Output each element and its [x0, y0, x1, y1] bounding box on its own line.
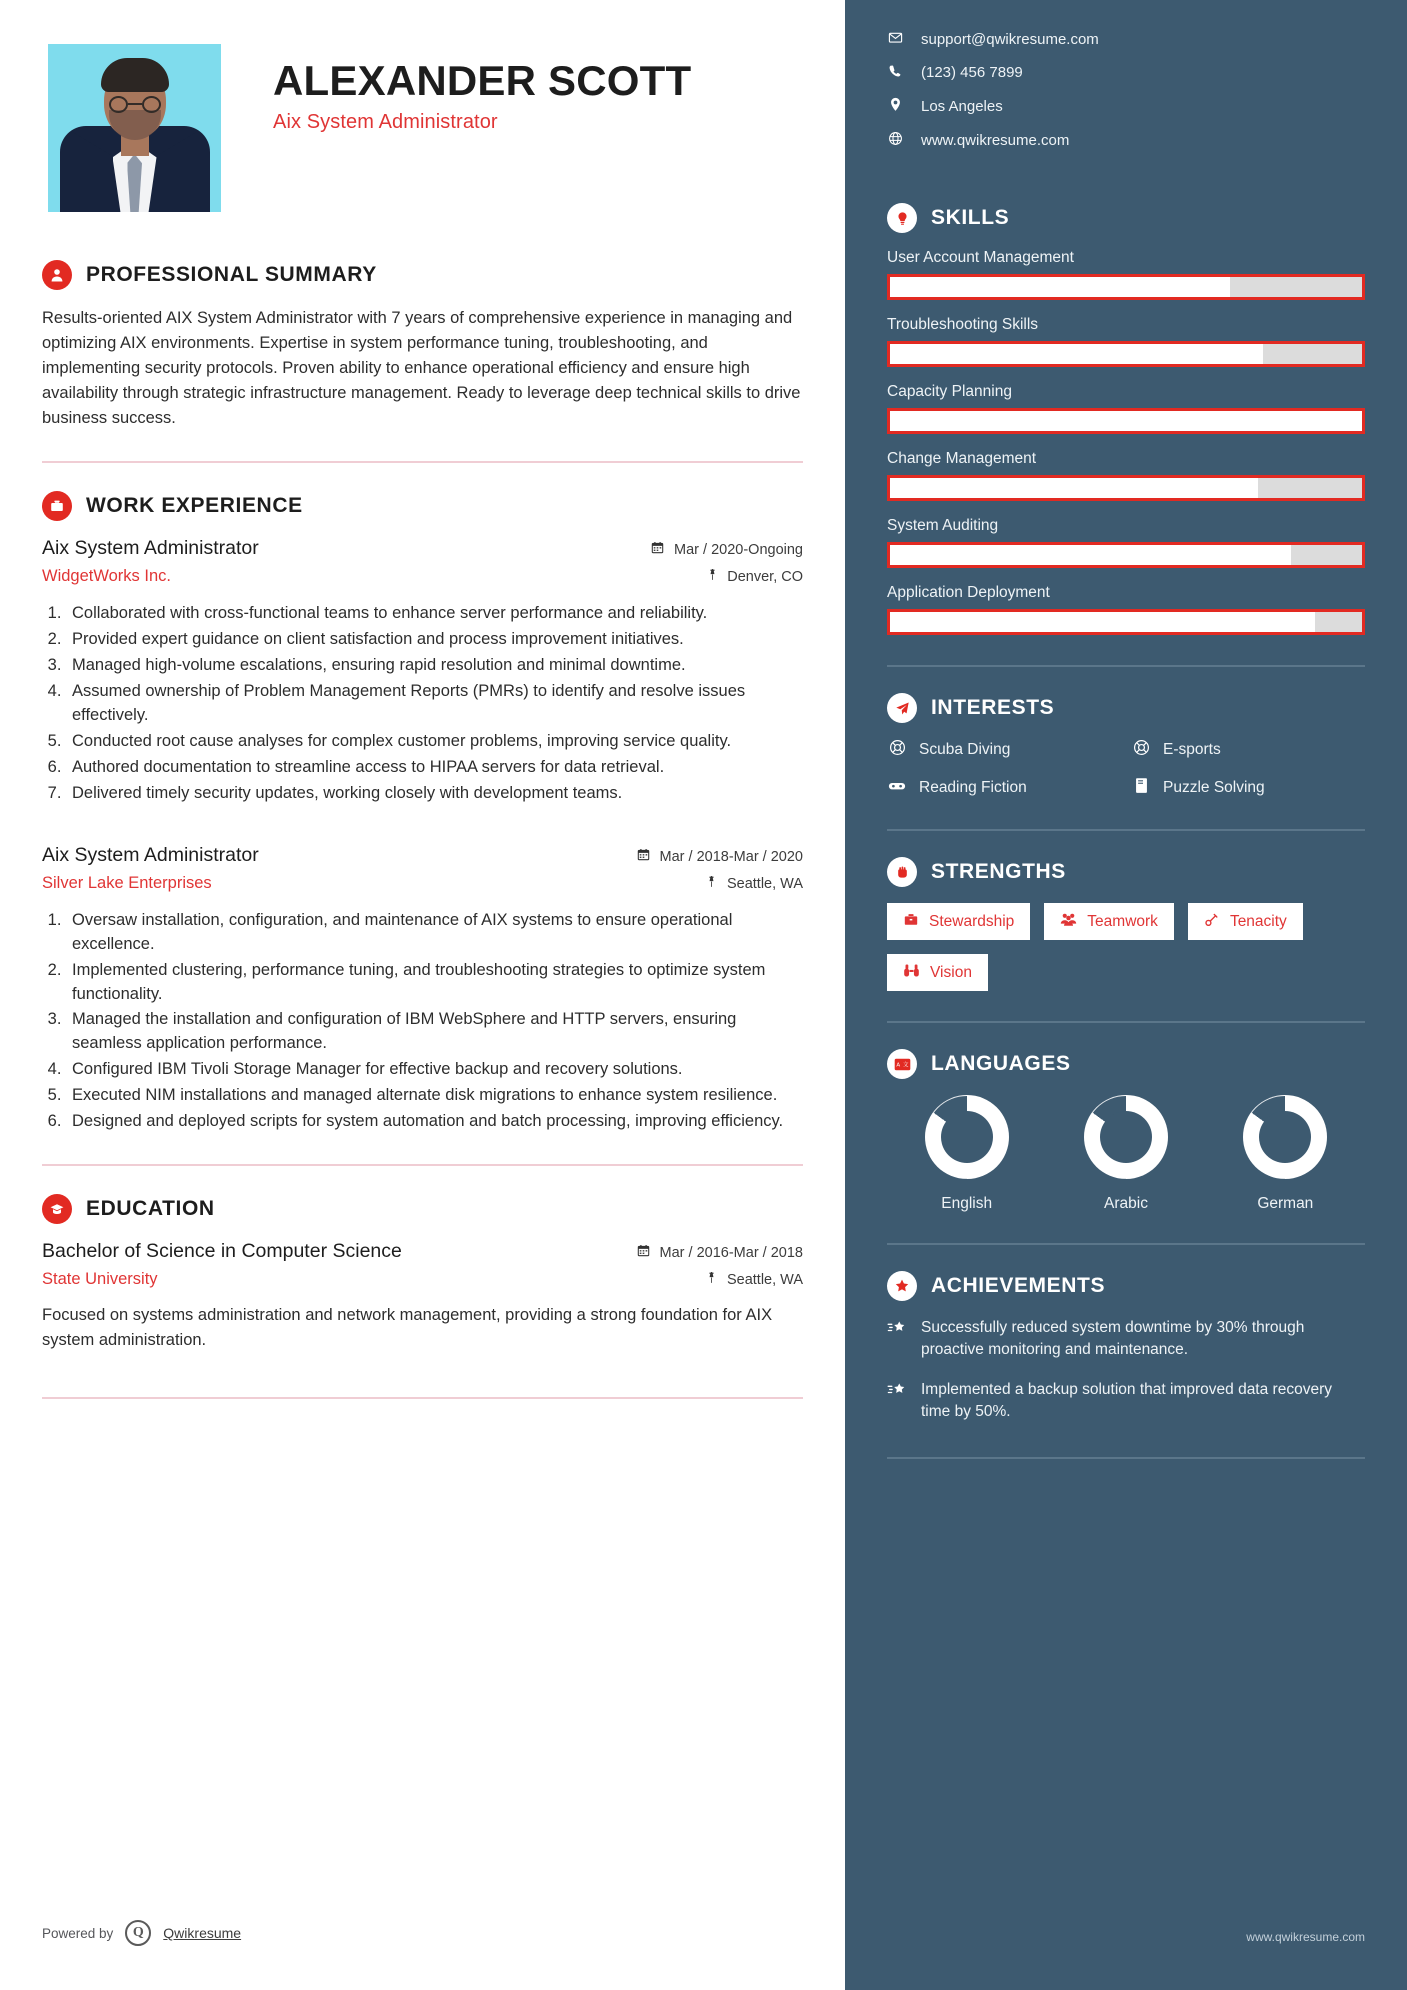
strengths-header	[887, 857, 1365, 887]
skills-header	[887, 203, 1365, 233]
skill-item	[887, 383, 1365, 434]
strength-chip	[1188, 903, 1303, 940]
achievement-text: Implemented a backup solution that improved data recovery time by 50%.	[921, 1381, 1332, 1420]
divider-skills-interests	[887, 665, 1365, 667]
language-label: English	[941, 1195, 993, 1212]
work-item-top	[42, 844, 803, 867]
globe-icon	[887, 131, 903, 149]
contact-location	[887, 97, 1365, 115]
divider-interests-strengths	[887, 829, 1365, 831]
skill-fill	[890, 612, 1315, 632]
languages-section	[887, 1049, 1365, 1213]
job-bullet: 4. Assumed ownership of Problem Management Reports (PMRs) to identify and resolve issues effectively.	[66, 680, 803, 728]
skill-fill	[890, 277, 1230, 297]
skill-label: Application Deployment	[887, 584, 1050, 601]
skills-section	[887, 203, 1365, 635]
interests-header	[887, 693, 1365, 723]
language-donut	[1084, 1095, 1168, 1179]
education-title: EDUCATION	[86, 1197, 215, 1221]
job-bullet: 5. Conducted root cause analyses for complex customer problems, improving service quality.	[66, 730, 803, 754]
strength-label: Tenacity	[1229, 912, 1287, 930]
calendar-icon	[651, 542, 668, 557]
job-bullet: 2. Provided expert guidance on client satisfaction and process improvement initiatives.	[66, 628, 803, 652]
job-bullet: 7. Delivered timely security updates, working closely with development teams.	[66, 782, 803, 806]
education-location	[706, 1271, 803, 1288]
lightbulb-icon	[887, 203, 917, 233]
language-donut	[925, 1095, 1009, 1179]
interest-item	[1131, 777, 1365, 799]
language-label: Arabic	[1104, 1195, 1148, 1212]
paper-plane-icon	[887, 693, 917, 723]
summary-title: PROFESSIONAL SUMMARY	[86, 263, 377, 286]
lifebuoy-icon	[1131, 739, 1151, 761]
strength-chip	[1044, 903, 1174, 940]
job-location-text: Seattle, WA	[726, 875, 803, 892]
translate-icon	[887, 1049, 917, 1079]
graduation-cap-icon	[42, 1194, 72, 1224]
skill-item	[887, 316, 1365, 367]
job-bullet: 1. Oversaw installation, configuration, and maintenance of AIX systems to ensure operational excellence.	[66, 909, 803, 957]
interests-section	[887, 693, 1365, 799]
star-badge-icon	[887, 1271, 917, 1301]
job-location	[706, 875, 803, 892]
work-item-sub	[42, 867, 803, 893]
languages-title: LANGUAGES	[931, 1052, 1071, 1075]
job-bullets	[66, 909, 803, 1134]
donut-hole	[941, 1111, 993, 1163]
skill-bar	[887, 341, 1365, 367]
footer-branding	[42, 1920, 241, 1946]
skill-fill	[890, 545, 1291, 565]
contact-email-text: support@qwikresume.com	[921, 30, 1099, 48]
skill-item	[887, 249, 1365, 300]
skill-label: Change Management	[887, 450, 1037, 467]
briefcase-icon	[42, 491, 72, 521]
photo-glasses-right	[142, 96, 161, 113]
education-header	[42, 1194, 803, 1224]
strengths-title: STRENGTHS	[931, 860, 1066, 883]
strength-chip	[887, 903, 1030, 940]
work-title: WORK EXPERIENCE	[86, 494, 303, 518]
header	[42, 38, 803, 218]
name-block	[227, 38, 691, 134]
job-location-text: Denver, CO	[727, 569, 803, 586]
phone-icon	[887, 64, 903, 81]
people-icon	[1060, 912, 1077, 931]
photo-glasses-bridge	[128, 103, 142, 105]
svg-text:A: A	[895, 1062, 900, 1069]
pin-icon	[706, 876, 721, 891]
job-bullet: 3. Managed the installation and configuration of IBM WebSphere and HTTP servers, ensuring seamless application performance.	[66, 1008, 803, 1056]
skill-item	[887, 517, 1365, 568]
calendar-icon	[637, 1245, 654, 1260]
skill-label: Capacity Planning	[887, 383, 1012, 400]
education-item-top	[42, 1240, 803, 1263]
gamepad-icon	[887, 779, 907, 798]
interest-item	[887, 777, 1121, 799]
language-item	[925, 1095, 1009, 1213]
contact-list	[887, 30, 1365, 149]
skill-bar	[887, 408, 1365, 434]
skill-label: System Auditing	[887, 517, 999, 534]
job-position: Aix System Administrator	[42, 843, 259, 866]
divider-footer	[42, 1397, 803, 1399]
languages-row	[887, 1095, 1365, 1213]
strength-chip	[887, 954, 988, 991]
degree: Bachelor of Science in Computer Science	[42, 1240, 402, 1263]
strengths-section	[887, 857, 1365, 991]
pin-icon	[706, 1272, 721, 1287]
job-dates-text: Mar / 2018-Mar / 2020	[659, 848, 803, 865]
interest-item	[887, 739, 1121, 761]
language-donut	[1243, 1095, 1327, 1179]
shooting-star-icon	[887, 1379, 907, 1423]
languages-header	[887, 1049, 1365, 1079]
skill-item	[887, 584, 1365, 635]
education-description: Focused on systems administration and network management, providing a strong foundation for AIX system administration.	[42, 1306, 773, 1349]
education-item-sub	[42, 1263, 803, 1289]
achievement-item	[887, 1379, 1365, 1423]
link-icon	[1204, 912, 1220, 931]
right-column	[845, 0, 1407, 1990]
strengths-grid	[887, 903, 1365, 991]
divider-footer-right	[887, 1457, 1365, 1459]
interest-label: E-sports	[1163, 741, 1221, 758]
book-icon	[1131, 777, 1151, 799]
contact-website-text: www.qwikresume.com	[921, 131, 1070, 149]
summary-header	[42, 260, 803, 290]
job-bullet: 2. Implemented clustering, performance tuning, and troubleshooting strategies to optimize system functionality.	[66, 959, 803, 1007]
svg-text:文: 文	[902, 1062, 909, 1069]
interests-grid	[887, 739, 1365, 799]
interest-label: Scuba Diving	[919, 741, 1011, 758]
job-company: Silver Lake Enterprises	[42, 873, 212, 892]
work-item-sub	[42, 560, 803, 586]
strength-label: Teamwork	[1087, 912, 1158, 930]
school-name: State University	[42, 1270, 158, 1289]
job-bullet: 6. Designed and deployed scripts for system automation and batch processing, improving efficiency.	[66, 1110, 803, 1134]
strength-label: Stewardship	[929, 912, 1015, 930]
qwikresume-link[interactable]: Qwikresume	[163, 1925, 242, 1941]
education-dates-text: Mar / 2016-Mar / 2018	[659, 1245, 803, 1262]
achievement-text: Successfully reduced system downtime by 30% through proactive monitoring and maintenance.	[921, 1319, 1305, 1358]
skill-bar	[887, 609, 1365, 635]
footer-url: www.qwikresume.com	[1246, 1930, 1365, 1944]
job-bullet: 5. Executed NIM installations and managed alternate disk migrations to enhance system resilience.	[66, 1084, 803, 1108]
shooting-star-icon	[887, 1317, 907, 1361]
work-section	[42, 491, 803, 1134]
interest-item	[1131, 739, 1365, 761]
binoculars-icon	[903, 963, 920, 982]
donut-hole	[1259, 1111, 1311, 1163]
education-dates	[637, 1244, 803, 1261]
job-bullet: 4. Configured IBM Tivoli Storage Manager for effective backup and recovery solutions.	[66, 1058, 803, 1082]
qwikresume-logo-icon: Q	[125, 1920, 151, 1946]
education-location-text: Seattle, WA	[726, 1272, 803, 1289]
job-location	[707, 568, 803, 585]
divider-summary-work	[42, 461, 803, 463]
contact-website[interactable]	[887, 131, 1365, 149]
summary-section	[42, 260, 803, 431]
interest-label: Reading Fiction	[919, 779, 1027, 796]
work-header	[42, 491, 803, 521]
skill-bar	[887, 475, 1365, 501]
contact-location-text: Los Angeles	[921, 97, 1003, 115]
job-dates	[637, 848, 803, 865]
job-position: Aix System Administrator	[42, 537, 259, 560]
work-item	[42, 844, 803, 1134]
skill-fill	[890, 478, 1258, 498]
skill-item	[887, 450, 1365, 501]
work-item-spacer	[42, 810, 803, 844]
interests-title: INTERESTS	[931, 696, 1055, 719]
achievement-item	[887, 1317, 1365, 1361]
donut-hole	[1100, 1111, 1152, 1163]
calendar-icon	[637, 849, 654, 864]
skill-fill	[890, 411, 1362, 431]
user-icon	[42, 260, 72, 290]
skill-fill	[890, 344, 1263, 364]
powered-by-label: Powered by	[42, 1925, 114, 1941]
education-section	[42, 1194, 803, 1353]
job-bullets	[66, 602, 803, 805]
skills-title: SKILLS	[931, 206, 1010, 229]
strength-label: Vision	[930, 963, 972, 981]
divider-strengths-languages	[887, 1021, 1365, 1023]
summary-text: Results-oriented AIX System Administrator with 7 years of comprehensive experience in managing and optimizing AIX environments. Expertise in system performance tuning, troubleshooting, and implementing security protocols. Proven ability to enhance operational efficiency and ensure high availability through strategic infrastructure management. Ready to leverage deep technical skills to drive business success.	[42, 309, 801, 428]
skill-bar	[887, 274, 1365, 300]
job-company: WidgetWorks Inc.	[42, 567, 171, 586]
candidate-name: ALEXANDER SCOTT	[273, 57, 692, 104]
work-item-top	[42, 537, 803, 560]
candidate-title: Aix System Administrator	[273, 111, 498, 134]
avatar	[42, 38, 227, 218]
language-item	[1084, 1095, 1168, 1213]
contact-phone[interactable]	[887, 64, 1365, 81]
job-dates-text: Mar / 2020-Ongoing	[674, 542, 803, 559]
divider-languages-achievements	[887, 1243, 1365, 1245]
envelope-icon	[887, 30, 903, 48]
map-pin-icon	[887, 97, 903, 115]
achievements-header	[887, 1271, 1365, 1301]
achievements-section	[887, 1271, 1365, 1423]
job-bullet: 1. Collaborated with cross-functional teams to enhance server performance and reliability.	[66, 602, 803, 626]
profile-photo	[48, 44, 221, 212]
language-item	[1243, 1095, 1327, 1213]
interest-label: Puzzle Solving	[1163, 779, 1265, 796]
pin-icon	[707, 569, 722, 584]
divider-work-education	[42, 1164, 803, 1166]
briefcase-icon	[903, 912, 919, 931]
contact-phone-text: (123) 456 7899	[921, 64, 1023, 81]
contact-email[interactable]	[887, 30, 1365, 48]
skill-label: Troubleshooting Skills	[887, 316, 1039, 333]
job-bullet: 6. Authored documentation to streamline access to HIPAA servers for data retrieval.	[66, 756, 803, 780]
photo-hair	[101, 58, 169, 92]
job-bullet: 3. Managed high-volume escalations, ensuring rapid resolution and minimal downtime.	[66, 654, 803, 678]
photo-glasses-left	[109, 96, 128, 113]
language-label: German	[1257, 1195, 1314, 1212]
fist-icon	[887, 857, 917, 887]
achievements-title: ACHIEVEMENTS	[931, 1274, 1106, 1297]
skill-label: User Account Management	[887, 249, 1074, 266]
skill-bar	[887, 542, 1365, 568]
work-item	[42, 537, 803, 805]
lifebuoy-icon	[887, 739, 907, 761]
job-dates	[651, 541, 803, 558]
